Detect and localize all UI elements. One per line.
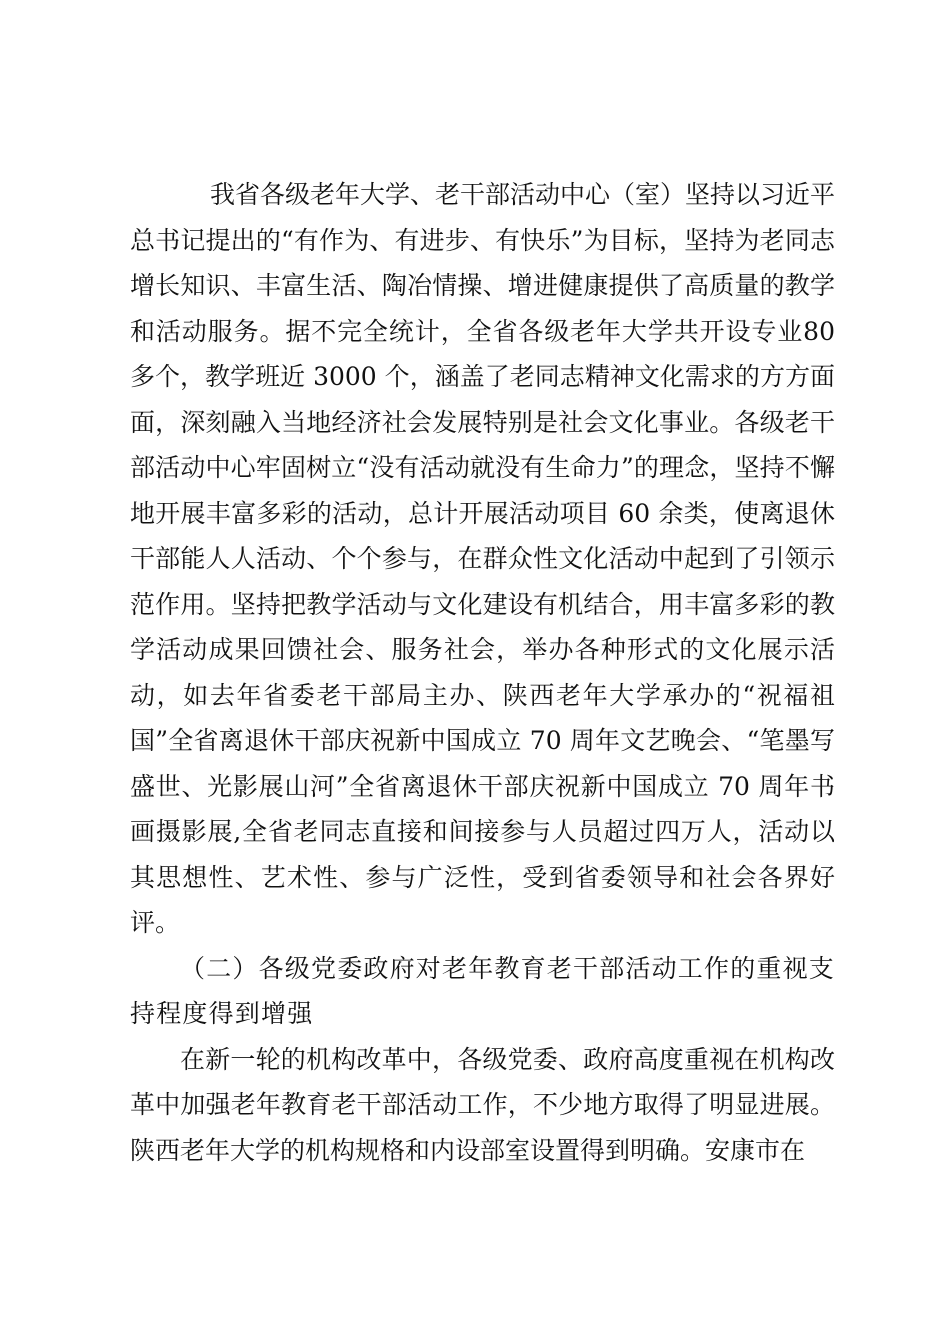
paragraph-achievements: 我省各级老年大学、老干部活动中心（室）坚持以习近平总书记提出的“有作为、有进步、有快乐”为目标，坚持为老同志增长知识、丰富生活、陶冶情操、增进健康提供了高质量的教学和活动服务。据不完全统计，全省各级老年大学共开设专业80 多个，教学班近 3000 个，涵盖了老同志精神文化需求的方方面面，深刻融入当地经济社会发展特别是社会文化事业。各级老干部活动中心牢固树立“没有活动就没有生命力”的理念，坚持不懈地开展丰富多彩的活动，总计开展活动项目 60 余类，使离退休干部能人人活动、个个参与，在群众性文化活动中起到了引领示范作用。坚持把教学活动与文化建设有机结合，用丰富多彩的教学活动成果回馈社会、服务社会，举办各种形式的文化展示活动，如去年省委老干部局主办、陕西老年大学承办的“祝福祖国”全省离退休干部庆祝新中国成立 70 周年文艺晚会、“笔墨写盛世、光影展山河”全省离退休干部庆祝新中国成立 70 周年书画摄影展,全省老同志直接和间接参与人员超过四万人，活动以其思想性、艺术性、参与广泛性，受到省委领导和社会各界好评。 (130, 180, 836, 937)
body-text (130, 172, 835, 1173)
section-heading-2: （二）各级党委政府对老年教育老干部活动工作的重视支持程度得到增强 (130, 953, 836, 1028)
paragraph-reform: 在新一轮的机构改革中，各级党委、政府高度重视在机构改革中加强老年教育老干部活动工作，不少地方取得了明显进展。陕西老年大学的机构规格和内设部室设置得到明确。安康市在 (130, 1044, 835, 1165)
